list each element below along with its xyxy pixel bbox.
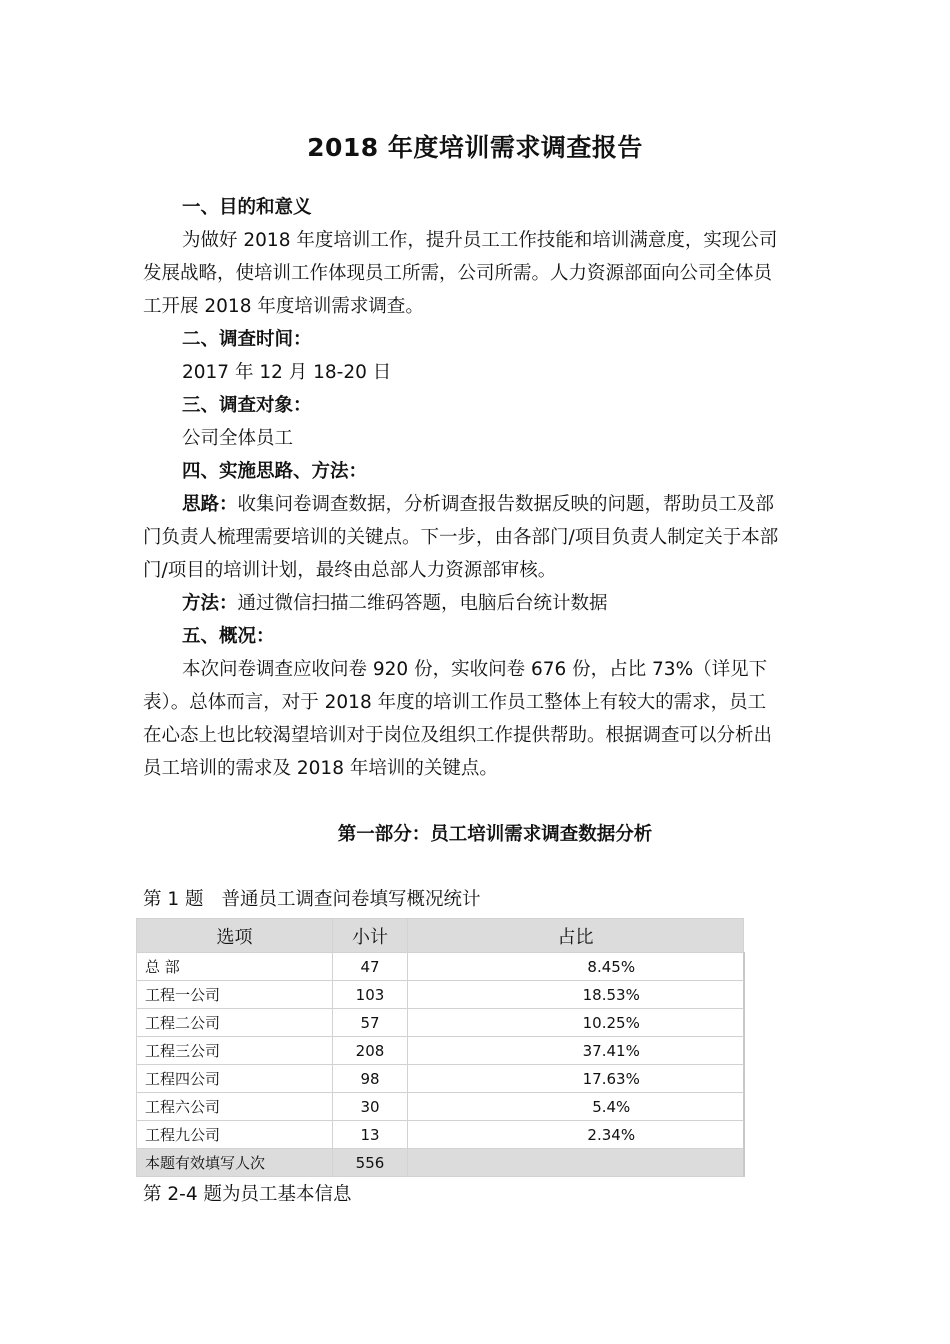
table-row [137, 1009, 744, 1037]
row-option: 工程一公司 [137, 981, 333, 1009]
section-1-heading: 一、目的和意义 [182, 197, 312, 218]
row-count: 13 [333, 1121, 408, 1149]
table-row [137, 1093, 744, 1121]
row-ratio: 5.4% [592, 1097, 631, 1116]
method-paragraph [182, 592, 608, 616]
section-1-line-3: 工开展 2018 年度培训需求调查。 [143, 296, 424, 317]
row-count: 30 [333, 1093, 408, 1121]
header-option: 选项 [137, 919, 333, 953]
header-count: 小计 [333, 919, 408, 953]
report-title: 2018 年度培训需求调查报告 [307, 133, 643, 162]
overview-line-1: 本次问卷调查应收问卷 920 份，实收问卷 676 份，占比 73%（详见下 [182, 659, 768, 680]
row-ratio: 37.41% [582, 1041, 640, 1060]
row-count: 57 [333, 1009, 408, 1037]
question-caption [143, 885, 481, 911]
row-option: 总 部 [137, 953, 333, 981]
row-count: 208 [333, 1037, 408, 1065]
question-text: 普通员工调查问卷填写概况统计 [221, 889, 481, 910]
row-ratio: 17.63% [582, 1069, 640, 1088]
table-row [137, 1065, 744, 1093]
question-number: 第 1 题 [143, 889, 204, 910]
section-2-heading: 二、调查时间： [182, 329, 312, 350]
part-one-title: 第一部分：员工培训需求调查数据分析 [337, 824, 653, 845]
row-ratio: 8.45% [587, 957, 636, 976]
survey-stats-table [136, 918, 745, 1177]
section-3-heading: 三、调查对象： [182, 395, 312, 416]
table-row [137, 981, 744, 1009]
table-header-row [137, 919, 744, 953]
overview-line-3: 在心态上也比较渴望培训对于岗位及组织工作提供帮助。根据调查可以分析出 [143, 725, 773, 746]
method-label: 方法： [182, 593, 238, 614]
overview-line-2: 表）。总体而言，对于 2018 年度的培训工作员工整体上有较大的需求，员工 [143, 692, 767, 713]
table-row [137, 1037, 744, 1065]
idea-paragraph-line-2: 门负责人梳理需要培训的关键点。下一步，由各部门/项目负责人制定关于本部 [143, 527, 779, 548]
total-count: 556 [333, 1149, 408, 1177]
questions-2-4-note: 第 2-4 题为员工基本信息 [143, 1184, 352, 1205]
row-option: 工程三公司 [137, 1037, 333, 1065]
row-count: 47 [333, 953, 408, 981]
row-option: 工程二公司 [137, 1009, 333, 1037]
total-ratio-empty [408, 1149, 744, 1177]
section-1-line-2: 发展战略，使培训工作体现员工所需，公司所需。人力资源部面向公司全体员 [143, 263, 773, 284]
total-label: 本题有效填写人次 [137, 1149, 333, 1177]
row-count: 103 [333, 981, 408, 1009]
section-1-line-1: 为做好 2018 年度培训工作，提升员工工作技能和培训满意度，实现公司 [182, 230, 778, 251]
section-5-heading: 五、概况： [182, 626, 275, 647]
overview-line-4: 员工培训的需求及 2018 年培训的关键点。 [143, 758, 498, 779]
row-option: 工程六公司 [137, 1093, 333, 1121]
row-ratio: 18.53% [582, 985, 640, 1004]
header-ratio: 占比 [408, 919, 744, 953]
survey-date: 2017 年 12 月 18-20 日 [182, 362, 392, 383]
row-ratio: 10.25% [582, 1013, 640, 1032]
table-total-row [137, 1149, 744, 1177]
survey-target: 公司全体员工 [182, 428, 294, 449]
idea-text-1: 收集问卷调查数据，分析调查报告数据反映的问题，帮助员工及部 [237, 494, 775, 515]
row-count: 98 [333, 1065, 408, 1093]
row-option: 工程四公司 [137, 1065, 333, 1093]
method-text: 通过微信扫描二维码答题，电脑后台统计数据 [237, 593, 608, 614]
table-row [137, 1121, 744, 1149]
table-row [137, 953, 744, 981]
row-option: 工程九公司 [137, 1121, 333, 1149]
idea-paragraph-line-1 [182, 493, 774, 517]
row-ratio: 2.34% [587, 1125, 636, 1144]
section-4-heading: 四、实施思路、方法： [182, 461, 368, 482]
idea-label: 思路： [182, 494, 238, 515]
idea-paragraph-line-3: 门/项目的培训计划，最终由总部人力资源部审核。 [143, 560, 557, 581]
